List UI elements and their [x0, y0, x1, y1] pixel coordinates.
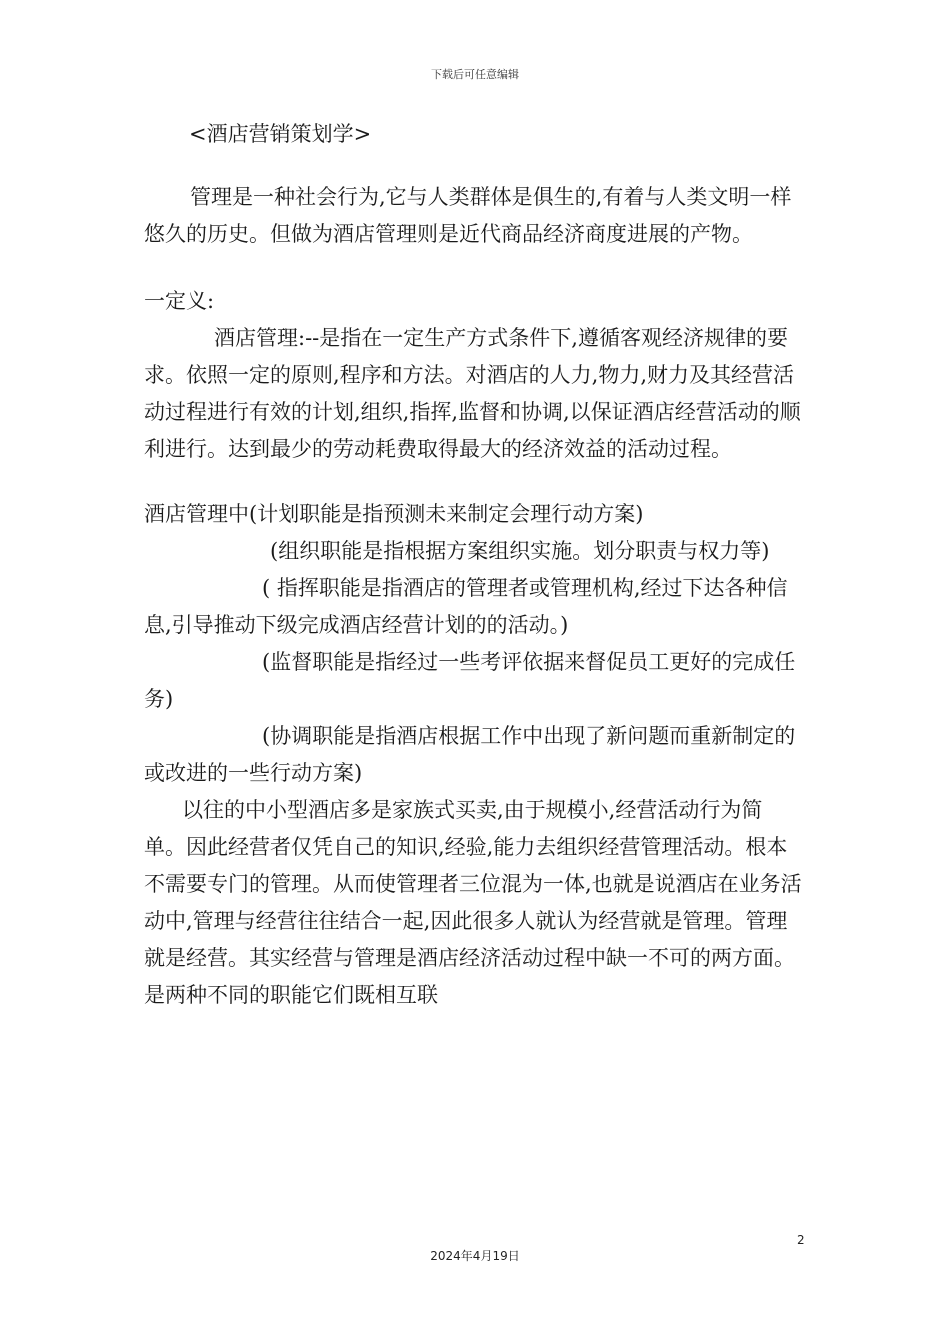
document-title: <酒店营销策划学> — [189, 122, 372, 146]
functions-intro-line: 酒店管理中(计划职能是指预测未来制定会理行动方案) — [144, 502, 644, 526]
function-item-supervise: (监督职能是指经过一些考评依据来督促员工更好的完成任务) — [144, 650, 796, 711]
definition-paragraph: 酒店管理:--是指在一定生产方式条件下,遵循客观经济规律的要求。依照一定的原则,程序和方法。对酒店的人力,物力,财力及其经营活动过程进行有效的计划,组织,指挥,监督和协调,以保证酒店经营活动的顺利进行。达到最少的劳动耗费取得最大的经济效益的活动过程。 — [144, 326, 801, 461]
function-item-organize: (组织职能是指根据方案组织实施。划分职责与权力等) — [270, 539, 770, 563]
function-item-direct: ( 指挥职能是指酒店的管理者或管理机构,经过下达各种信息,引导推动下级完成酒店经营计划的的活动。) — [144, 576, 788, 637]
intro-paragraph: 管理是一种社会行为,它与人类群体是俱生的,有着与人类文明一样悠久的历史。但做为酒店管理则是近代商品经济商度进展的产物。 — [144, 185, 792, 246]
document-body — [144, 116, 804, 1014]
closing-paragraph: 以往的中小型酒店多是家族式买卖,由于规模小,经营活动行为简单。因此经营者仅凭自己的知识,经验,能力去组织经营管理活动。根本不需要专门的管理。从而使管理者三位混为一体,也就是说酒店在业务活动中,管理与经营往往结合一起,因此很多人就认为经营就是管理。管理就是经营。其实经营与管理是酒店经济活动过程中缺一不可的两方面。是两种不同的职能它们既相互联 — [144, 798, 802, 1007]
page-number: 2 — [797, 1233, 805, 1247]
section-heading: 一定义: — [144, 289, 215, 313]
function-item-coordinate: (协调职能是指酒店根据工作中出现了新问题而重新制定的或改进的一些行动方案) — [144, 724, 796, 785]
page-footer-date: 2024年4月19日 — [430, 1249, 520, 1263]
page-header: 下载后可任意编辑 — [431, 68, 519, 81]
